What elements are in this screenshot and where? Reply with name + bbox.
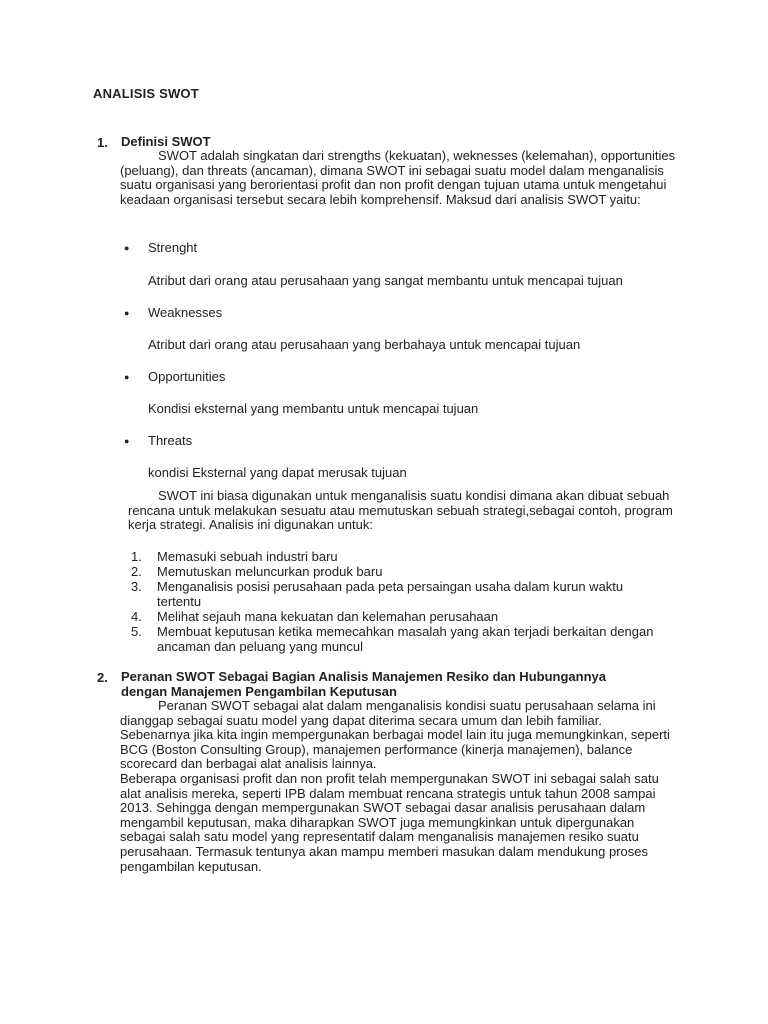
section-1-usage-paragraph: SWOT ini biasa digunakan untuk menganalisis suatu kondisi dimana akan dibuat sebuah rencana untuk melakukan sesuatu atau memutuskan sebuah strategi,sebagai contoh, program kerja strategi. Analisis ini digunakan untuk: bbox=[128, 488, 673, 533]
section-2-paragraph-2: Beberapa organisasi profit dan non profit telah mempergunakan SWOT ini sebagai salah satu alat analisis mereka, seperti IPB dalam membuat rencana strategis untuk tahun 2008 sampai 2013. Sehingga dengan mempergunakan SWOT sebagai dasar analisis perusahaan dalam mengambil keputusan, maka diharapkan SWOT juga memungkinkan untuk dipergunakan sebagai salah satu model yang representatif dalam menganalisis manajemen resiko suatu perusahaan. Termasuk tentunya akan mampu memberi masukan dalam mendukung proses pengambilan keputusan. bbox=[120, 771, 659, 874]
section-2-heading: Peranan SWOT Sebagai Bagian Analisis Manajemen Resiko dan Hubungannya dengan Manajemen Pengambilan Keputusan bbox=[121, 669, 606, 699]
bullet-label-strength: Strenght bbox=[148, 240, 198, 255]
list-item: 4. Melihat sejauh mana kekuatan dan kelemahan perusahaan bbox=[131, 609, 499, 624]
bullet-desc-threats: kondisi Eksternal yang dapat merusak tujuan bbox=[148, 465, 407, 480]
section-2-number: 2. bbox=[97, 670, 108, 685]
bullet-label-weaknesses: Weaknesses bbox=[148, 305, 223, 320]
bullet-desc-strength: Atribut dari orang atau perusahaan yang sangat membantu untuk mencapai tujuan bbox=[148, 273, 623, 288]
uses-list bbox=[131, 549, 691, 654]
bullet-dot-icon: ● bbox=[124, 308, 130, 318]
section-1-intro: SWOT adalah singkatan dari strengths (kekuatan), weknesses (kelemahan), opportunities (peluang), dan threats (ancaman), dimana SWOT ini sebagai suatu model dalam menganalisis suatu organisasi yang berorientasi profit dan non profit dengan tujuan utama untuk mengetahui keadaan organisasi tersebut secara lebih komprehensif. Maksud dari analisis SWOT yaitu: bbox=[120, 148, 676, 207]
list-item: 1. Memasuki sebuah industri baru bbox=[131, 549, 338, 564]
bullet-label-opportunities: Opportunities bbox=[148, 369, 226, 384]
bullet-dot-icon: ● bbox=[124, 372, 130, 382]
document-title: ANALISIS SWOT bbox=[93, 86, 199, 101]
bullet-label-threats: Threats bbox=[148, 433, 193, 448]
bullet-desc-opportunities: Kondisi eksternal yang membantu untuk mencapai tujuan bbox=[148, 401, 479, 416]
section-1-number: 1. bbox=[97, 135, 108, 150]
list-item: 2. Memutuskan meluncurkan produk baru bbox=[131, 564, 383, 579]
list-item: 3. Menganalisis posisi perusahaan pada peta persaingan usaha dalam kurun waktu tertentu bbox=[131, 579, 624, 609]
list-item: 5. Membuat keputusan ketika memecahkan masalah yang akan terjadi berkaitan dengan ancaman dan peluang yang muncul bbox=[131, 624, 654, 654]
section-1-heading: Definisi SWOT bbox=[121, 134, 211, 149]
section-2-paragraph-1: Peranan SWOT sebagai alat dalam menganalisis kondisi suatu perusahaan selama ini dianggap sebagai suatu model yang dapat diterima secara umum dan lebih familiar. Sebenarnya jika kita ingin mempergunakan berbagai model lain itu juga memungkinkan, seperti BCG (Boston Consulting Group), manajemen performance (kinerja manajemen), balance scorecard dan berbagai alat analisis lainnya. bbox=[120, 698, 670, 772]
bullet-dot-icon: ● bbox=[124, 243, 130, 253]
bullet-desc-weaknesses: Atribut dari orang atau perusahaan yang berbahaya untuk mencapai tujuan bbox=[148, 337, 581, 352]
bullet-dot-icon: ● bbox=[124, 436, 130, 446]
